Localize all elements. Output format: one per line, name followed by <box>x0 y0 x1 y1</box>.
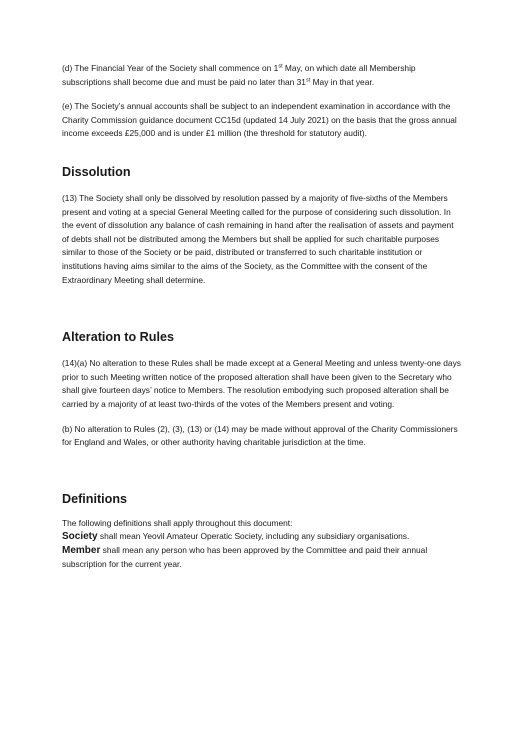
alteration-heading: Alteration to Rules <box>62 330 174 345</box>
financial-year-text-1: (d) The Financial Year of the Society shall commence on 1 <box>62 63 279 73</box>
financial-year-paragraph <box>62 62 462 89</box>
dissolution-heading: Dissolution <box>62 164 131 179</box>
financial-year-text-2: May, on which date all Membership subscriptions shall become due and must be paid no later than 31 <box>62 63 416 87</box>
definitions-heading: Definitions <box>62 491 128 506</box>
ordinal-suffix: st <box>278 63 283 70</box>
definition-text: shall mean any person who has been approved by the Committee and paid their annual subscription for the current year. <box>62 545 428 570</box>
definitions-intro: The following definitions shall apply throughout this document: <box>62 517 293 528</box>
definition-item-member <box>62 544 462 572</box>
ordinal-suffix: st <box>305 77 311 84</box>
financial-year-text-3: May in that year. <box>310 76 375 87</box>
alteration-paragraph-b: (b) No alteration to Rules (2), (3), (13) or (14) may be made without approval of the Charity Commissioners for England and Wales, or other authority having charitable jurisdiction at the time. <box>62 423 458 448</box>
document-page <box>62 62 462 572</box>
definition-text: shall mean Yeovil Amateur Operatic Society, including any subsidiary organisations. <box>97 531 410 542</box>
dissolution-paragraph: (13) The Society shall only be dissolved by resolution passed by a majority of five-sixths of the Members present and voting at a special General Meeting called for the purpose of considering such dissolution. In the event of dissolution any balance of cash remaining in hand after the realisation of assets and payment of debts shall not be distributed among the Members but shall be applied for such charitable purposes similar to those of the Society or be paid, distributed or transferred to such charitable institution or institutions having aims similar to the aims of the Society, as the Committee with the consent of the Extraordinary Meeting shall determine. <box>62 192 454 285</box>
annual-accounts-paragraph: (e) The Society’s annual accounts shall be subject to an independent examination in accordance with the Charity Commission guidance document CC15d (updated 14 July 2021) on the basis that the gross annual income exceeds £25,000 and is under £1 million (the threshold for statutory audit). <box>62 101 457 139</box>
definition-item-society <box>62 530 462 544</box>
alteration-paragraph-a: (14)(a) No alteration to these Rules shall be made except at a General Meeting and unless twenty-one days prior to such Meeting written notice of the proposed alteration shall have been given to the Secretary who shall give fourteen days’ notice to Members. The resolution embodying such proposed alteration shall be carried by a majority of at least two-thirds of the votes of the Members present and voting. <box>62 358 461 409</box>
definition-term: Member <box>62 545 101 557</box>
definition-term: Society <box>62 531 98 543</box>
